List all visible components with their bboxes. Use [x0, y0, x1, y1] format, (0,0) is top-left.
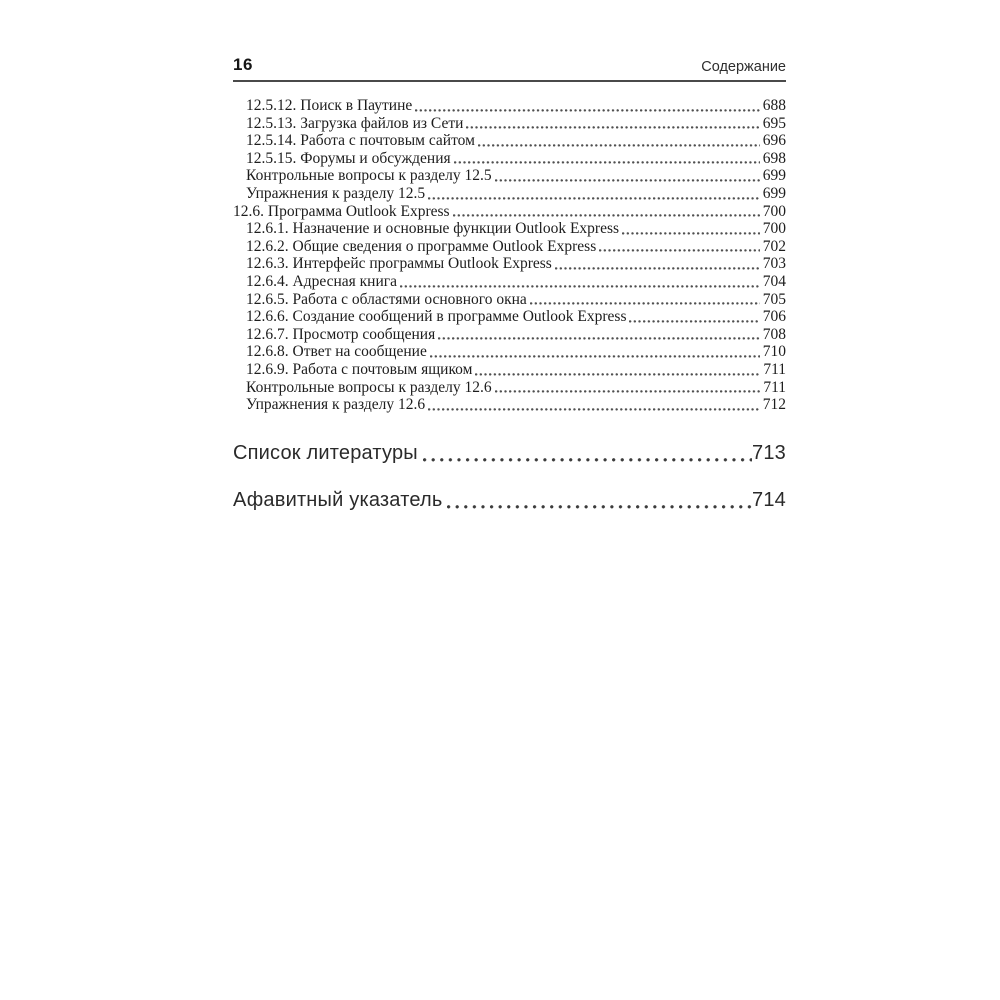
toc-entry-label: Контрольные вопросы к разделу 12.6	[246, 378, 492, 396]
toc-entry-label: 12.5.14. Работа с почтовым сайтом	[246, 132, 475, 150]
toc-entry-label: Список литературы	[233, 441, 418, 464]
toc-entry	[233, 273, 786, 291]
toc-entry-label: 12.6.5. Работа с областями основного окна	[246, 290, 527, 308]
toc-entry-page: 700	[762, 202, 786, 220]
table-of-contents	[233, 97, 786, 512]
toc-entry-label: 12.6.9. Работа с почтовым ящиком	[246, 360, 473, 378]
toc-entry-label: 12.6.2. Общие сведения о программе Outlook Express	[246, 237, 597, 255]
dot-leader	[400, 285, 760, 288]
toc-entry-page: 708	[762, 325, 786, 343]
toc-entry	[233, 255, 786, 273]
running-title: Содержание	[701, 59, 786, 75]
toc-entry-page: 711	[763, 378, 786, 396]
toc-entry	[233, 97, 786, 115]
toc-entry-label: 12.6.1. Назначение и основные функции Outlook Express	[246, 220, 620, 238]
dot-leader	[454, 161, 760, 164]
toc-entry	[233, 489, 786, 512]
dot-leader	[423, 458, 752, 462]
dot-leader	[438, 337, 760, 340]
toc-entry-page: 705	[762, 290, 786, 308]
dot-leader	[428, 408, 760, 411]
page-header	[233, 55, 786, 82]
toc-entry-page: 696	[762, 132, 786, 150]
toc-entry-page: 714	[752, 488, 786, 511]
toc-entry-label: 12.5.15. Форумы и обсуждения	[246, 149, 451, 167]
dot-leader	[447, 505, 752, 509]
toc-entry-page: 698	[762, 149, 786, 167]
toc-entry-page: 699	[762, 167, 786, 185]
dot-leader	[415, 109, 760, 112]
toc-entry-page: 699	[762, 184, 786, 202]
toc-entry	[233, 185, 786, 203]
dot-leader	[629, 320, 759, 323]
toc-entry-page: 711	[763, 360, 786, 378]
dot-leader	[622, 232, 760, 235]
toc-entry-label: 12.6. Программа Outlook Express	[233, 202, 450, 220]
toc-entry-page: 712	[762, 396, 786, 414]
toc-entry	[233, 115, 786, 133]
toc-entry	[233, 442, 786, 465]
dot-leader	[478, 144, 760, 147]
toc-entry	[233, 308, 786, 326]
toc-entry-page: 713	[752, 441, 786, 464]
dot-leader	[530, 302, 760, 305]
dot-leader	[430, 355, 760, 358]
dot-leader	[428, 197, 760, 200]
toc-entry	[233, 343, 786, 361]
dot-leader	[466, 126, 759, 129]
page-number: 16	[233, 55, 253, 74]
toc-entry-label: Упражнения к разделу 12.5	[246, 184, 426, 202]
toc-entry	[233, 132, 786, 150]
toc-entry	[233, 238, 786, 256]
toc-entry-label: 12.5.12. Поиск в Паутине	[246, 97, 413, 114]
toc-entry-page: 704	[762, 272, 786, 290]
toc-entry	[233, 150, 786, 168]
dot-leader	[555, 267, 760, 270]
toc-entry-label: Упражнения к разделу 12.6	[246, 396, 426, 414]
toc-entry	[233, 396, 786, 414]
dot-leader	[495, 179, 760, 182]
toc-entry-page: 706	[762, 308, 786, 326]
toc-entry	[233, 220, 786, 238]
toc-entry-label: 12.6.4. Адресная книга	[246, 272, 398, 290]
toc-entry-label: Афавитный указатель	[233, 488, 443, 511]
toc-entry-label: 12.5.13. Загрузка файлов из Сети	[246, 114, 464, 132]
toc-entry	[233, 203, 786, 221]
toc-entry-page: 695	[762, 114, 786, 132]
dot-leader	[495, 390, 761, 393]
toc-entry	[233, 167, 786, 185]
toc-entry-label: 12.6.3. Интерфейс программы Outlook Express	[246, 255, 552, 273]
toc-entry-label: Контрольные вопросы к разделу 12.5	[246, 167, 492, 185]
dot-leader	[475, 373, 760, 376]
toc-entry-page: 710	[762, 343, 786, 361]
dot-leader	[599, 249, 760, 252]
toc-entry-page: 700	[762, 220, 786, 238]
toc-entry-page: 702	[762, 237, 786, 255]
toc-entry-page: 703	[762, 255, 786, 273]
toc-entry-page: 688	[762, 97, 786, 114]
dot-leader	[453, 214, 760, 217]
toc-entry	[233, 379, 786, 397]
toc-entry-label: 12.6.8. Ответ на сообщение	[246, 343, 427, 361]
toc-entry-label: 12.6.7. Просмотр сообщения	[246, 325, 436, 343]
toc-entry-label: 12.6.6. Создание сообщений в программе Outlook Express	[246, 308, 627, 326]
toc-entry	[233, 361, 786, 379]
toc-entry	[233, 291, 786, 309]
toc-entry	[233, 326, 786, 344]
